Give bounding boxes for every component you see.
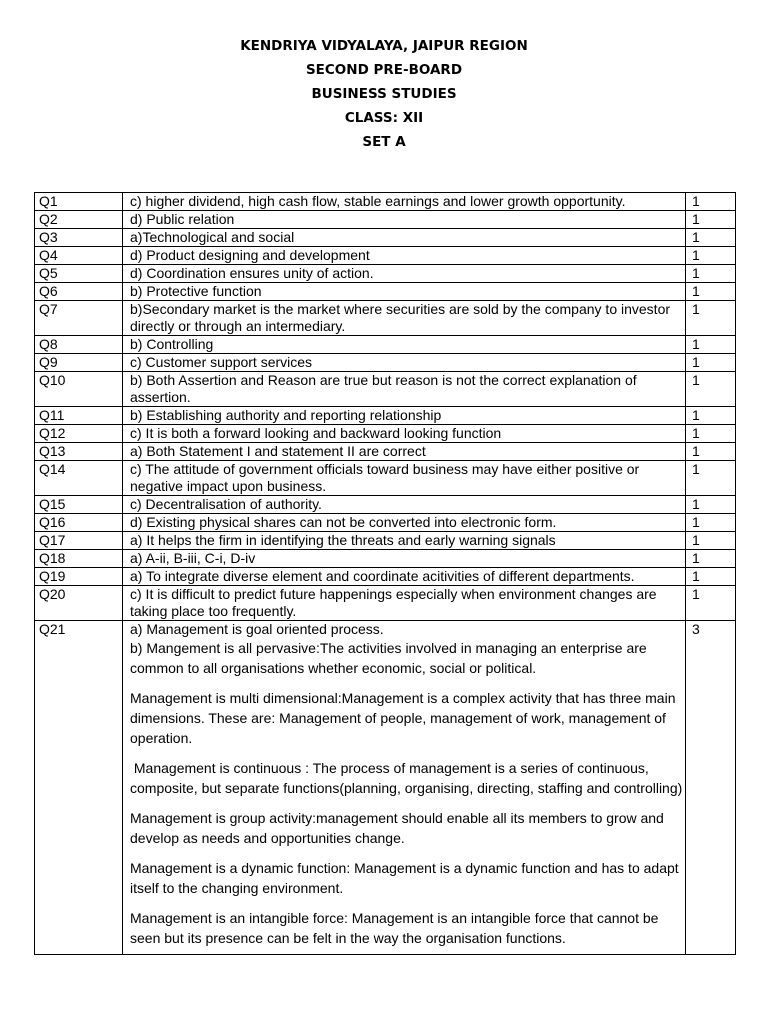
question-number: Q1	[35, 193, 123, 211]
table-row	[35, 193, 736, 211]
marks: 1	[686, 354, 736, 372]
table-row	[35, 265, 736, 283]
marks: 1	[686, 586, 736, 621]
table-row-q21	[35, 621, 736, 955]
answer-part-a: a) Management is goal oriented process.	[130, 621, 384, 637]
marks: 1	[686, 496, 736, 514]
answer-paragraph: Management is multi dimensional:Management is a complex activity that has three main dimensions. These are: Management of people, management of work, management of operation.	[130, 690, 676, 746]
table-row	[35, 586, 736, 621]
question-number: Q17	[35, 532, 123, 550]
question-number: Q21	[35, 621, 123, 955]
table-row	[35, 550, 736, 568]
marks: 1	[686, 265, 736, 283]
marks: 1	[686, 443, 736, 461]
answer-text: d) Public relation	[123, 211, 686, 229]
marks: 1	[686, 568, 736, 586]
table-row	[35, 496, 736, 514]
marks: 1	[686, 372, 736, 407]
question-number: Q9	[35, 354, 123, 372]
table-row	[35, 336, 736, 354]
table-row	[35, 514, 736, 532]
question-number: Q6	[35, 283, 123, 301]
answer-text: b)Secondary market is the market where securities are sold by the company to investor directly or through an intermediary.	[123, 301, 686, 336]
marks: 1	[686, 229, 736, 247]
question-number: Q7	[35, 301, 123, 336]
table-row	[35, 425, 736, 443]
question-number: Q14	[35, 461, 123, 496]
answer-text	[123, 621, 686, 955]
marks: 1	[686, 247, 736, 265]
answer-text: b) Protective function	[123, 283, 686, 301]
marks: 1	[686, 336, 736, 354]
marks: 1	[686, 283, 736, 301]
table-row	[35, 211, 736, 229]
table-row	[35, 407, 736, 425]
table-row	[35, 229, 736, 247]
marks: 1	[686, 301, 736, 336]
answer-text: d) Product designing and development	[123, 247, 686, 265]
answer-paragraph: Management is an intangible force: Management is an intangible force that cannot be seen but its presence can be felt in the way the organisation functions.	[130, 910, 659, 946]
class-name: CLASS: XII	[344, 110, 424, 126]
table-row	[35, 443, 736, 461]
answer-text: b) Establishing authority and reporting relationship	[123, 407, 686, 425]
answer-text: a)Technological and social	[123, 229, 686, 247]
question-number: Q10	[35, 372, 123, 407]
answer-text: c) The attitude of government officials toward business may have either positive or negative impact upon business.	[123, 461, 686, 496]
question-number: Q18	[35, 550, 123, 568]
answer-text: a) Both Statement I and statement II are correct	[123, 443, 686, 461]
question-number: Q5	[35, 265, 123, 283]
exam-name: SECOND PRE-BOARD	[305, 62, 463, 78]
answer-text: b) Controlling	[123, 336, 686, 354]
table-row	[35, 461, 736, 496]
answer-text: c) It is difficult to predict future happenings especially when environment changes are taking place too frequently.	[123, 586, 686, 621]
question-number: Q8	[35, 336, 123, 354]
marks: 1	[686, 514, 736, 532]
answer-text: b) Both Assertion and Reason are true but reason is not the correct explanation of assertion.	[123, 372, 686, 407]
answer-text: c) Customer support services	[123, 354, 686, 372]
marks: 1	[686, 211, 736, 229]
answer-text: d) Existing physical shares can not be converted into electronic form.	[123, 514, 686, 532]
marks: 1	[686, 425, 736, 443]
answer-part-b: b) Mangement is all pervasive:The activities involved in managing an enterprise are common to all organisations whether economic, social or political.	[130, 640, 647, 676]
question-number: Q19	[35, 568, 123, 586]
answer-text: a) It helps the firm in identifying the threats and early warning signals	[123, 532, 686, 550]
question-number: Q16	[35, 514, 123, 532]
question-number: Q13	[35, 443, 123, 461]
table-row	[35, 568, 736, 586]
question-number: Q4	[35, 247, 123, 265]
table-row	[35, 247, 736, 265]
marks: 1	[686, 532, 736, 550]
marks: 1	[686, 461, 736, 496]
answer-text: a) A-ii, B-iii, C-i, D-iv	[123, 550, 686, 568]
question-number: Q11	[35, 407, 123, 425]
marks: 1	[686, 193, 736, 211]
marks: 1	[686, 407, 736, 425]
marks: 3	[686, 621, 736, 955]
answer-paragraph: Management is a dynamic function: Management is a dynamic function and has to adapt itself to the changing environment.	[130, 860, 679, 896]
question-number: Q20	[35, 586, 123, 621]
answer-paragraph: Management is group activity:management should enable all its members to grow and develop as needs and opportunities change.	[130, 810, 664, 846]
marks: 1	[686, 550, 736, 568]
question-number: Q15	[35, 496, 123, 514]
table-row	[35, 532, 736, 550]
subject-name: BUSINESS STUDIES	[311, 86, 457, 102]
table-row	[35, 354, 736, 372]
table-row	[35, 372, 736, 407]
answer-text: d) Coordination ensures unity of action.	[123, 265, 686, 283]
document-header	[0, 34, 768, 154]
set-name: SET A	[362, 134, 406, 150]
answer-key-table	[34, 192, 736, 955]
answer-text: c) Decentralisation of authority.	[123, 496, 686, 514]
question-number: Q3	[35, 229, 123, 247]
table-row	[35, 301, 736, 336]
school-name: KENDRIYA VIDYALAYA, JAIPUR REGION	[240, 38, 528, 54]
answer-text: a) To integrate diverse element and coordinate acitivities of different departments.	[123, 568, 686, 586]
table-row	[35, 283, 736, 301]
question-number: Q2	[35, 211, 123, 229]
answer-paragraph: Management is continuous : The process of management is a series of continuous, composite, but separate functions(planning, organising, directing, staffing and controlling)	[130, 760, 683, 796]
answer-text: c) higher dividend, high cash flow, stable earnings and lower growth opportunity.	[123, 193, 686, 211]
question-number: Q12	[35, 425, 123, 443]
answer-text: c) It is both a forward looking and backward looking function	[123, 425, 686, 443]
